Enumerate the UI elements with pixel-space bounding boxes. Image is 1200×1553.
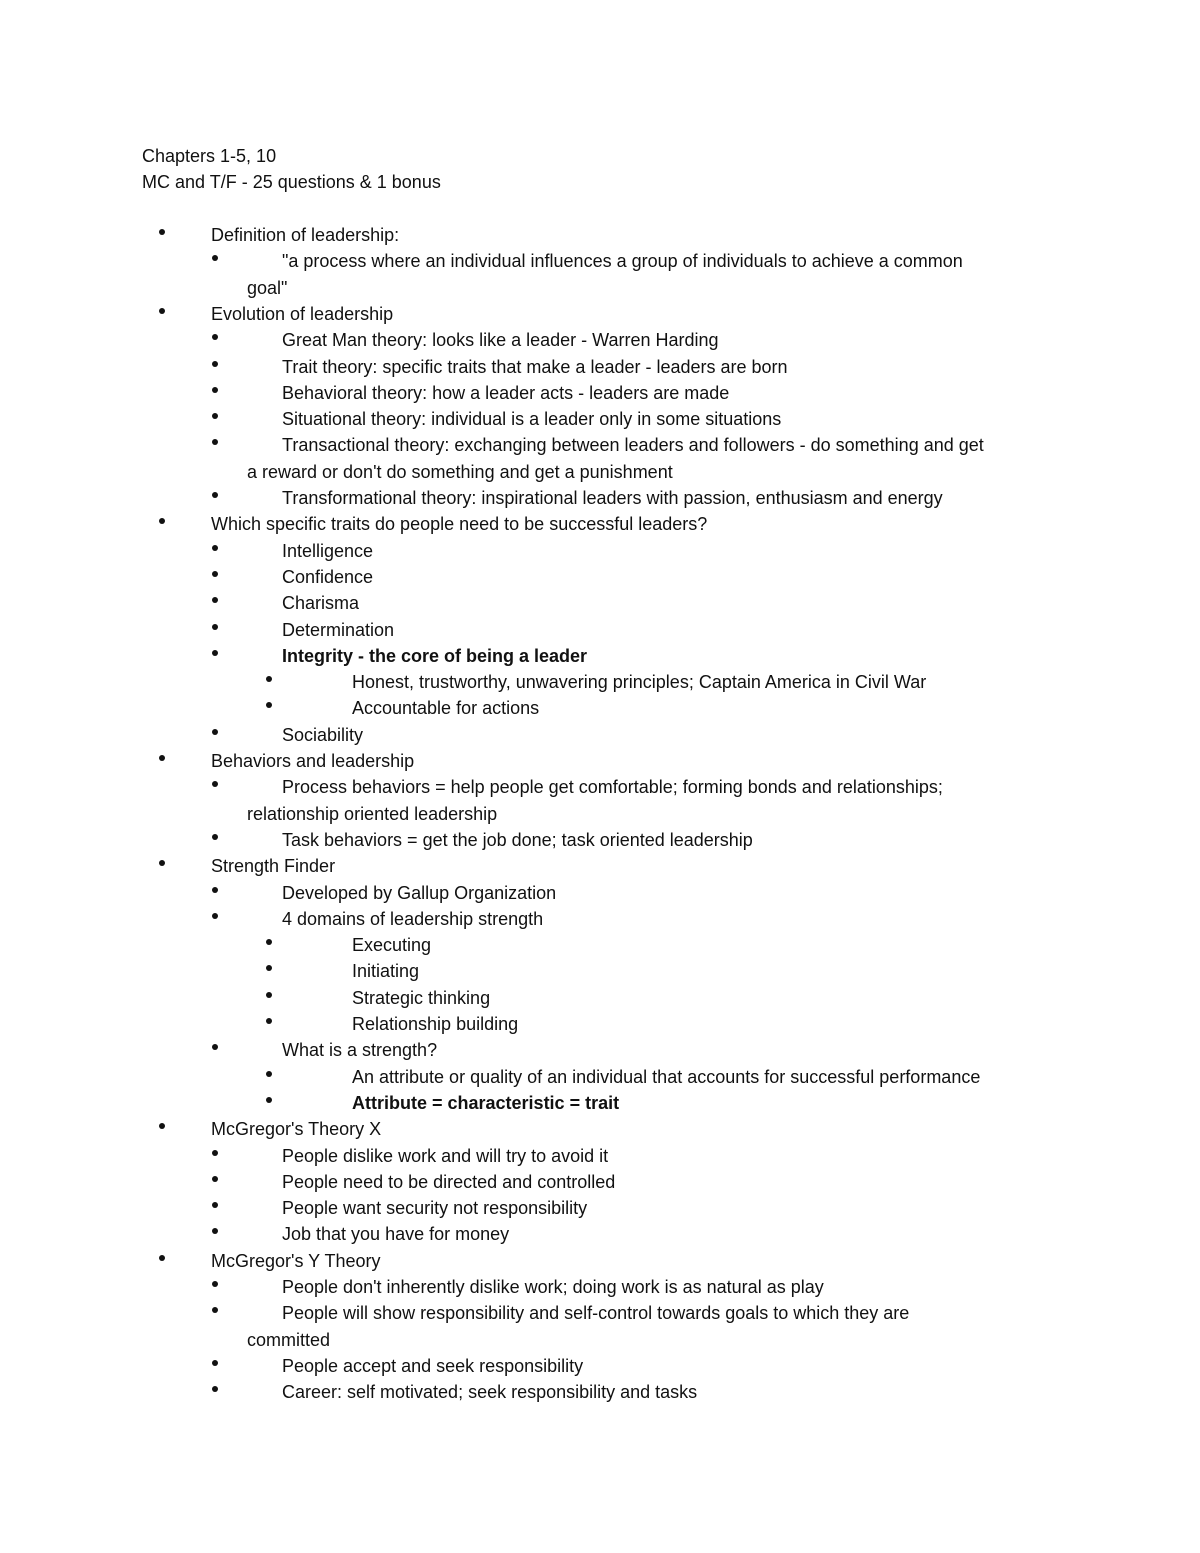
bullet-level-3 bbox=[266, 992, 272, 998]
bullet-level-2 bbox=[212, 1360, 218, 1366]
bullet-level-2 bbox=[212, 492, 218, 498]
list-item-level-2: Transformational theory: inspirational leaders with passion, enthusiasm and energy bbox=[282, 488, 943, 508]
list-item-level-3: Strategic thinking bbox=[352, 987, 491, 1008]
list-item-level-3: Attribute = characteristic = trait bbox=[352, 1092, 620, 1113]
list-item-continuation: a reward or don't do something and get a punishment bbox=[247, 461, 673, 482]
list-item-level-3: Honest, trustworthy, unwavering principles; Captain America in Civil War bbox=[352, 672, 927, 693]
bullet-level-1 bbox=[159, 1123, 165, 1129]
bullet-level-2 bbox=[212, 1307, 218, 1313]
header-chapters: Chapters 1-5, 10 bbox=[142, 146, 277, 166]
bullet-level-1 bbox=[159, 308, 165, 314]
bullet-level-1 bbox=[159, 860, 165, 866]
list-item-level-2: Career: self motivated; seek responsibility and tasks bbox=[282, 1382, 698, 1403]
list-item-level-2: Process behaviors = help people get comfortable; forming bonds and relationships; bbox=[282, 777, 943, 798]
bullet-level-3 bbox=[266, 676, 272, 682]
bullet-level-2 bbox=[212, 545, 218, 551]
list-item-level-2: What is a strength? bbox=[282, 1040, 438, 1061]
bullet-level-2 bbox=[212, 1176, 218, 1182]
bullet-level-2 bbox=[212, 1044, 218, 1050]
list-item-level-2: Transactional theory: exchanging between leaders and followers - do something and get bbox=[282, 435, 984, 456]
bullet-level-2 bbox=[212, 439, 218, 445]
bullet-level-1 bbox=[159, 518, 165, 524]
list-item-level-2: People accept and seek responsibility bbox=[282, 1355, 584, 1376]
list-item-level-1: McGregor's Theory X bbox=[211, 1119, 382, 1140]
list-item-level-1: McGregor's Y Theory bbox=[211, 1250, 381, 1271]
bullet-level-2 bbox=[212, 1202, 218, 1208]
list-item-level-3: Relationship building bbox=[352, 1014, 519, 1034]
list-item-level-3: An attribute or quality of an individual that accounts for successful performance bbox=[352, 1066, 981, 1087]
bullet-level-2 bbox=[212, 887, 218, 893]
bullet-level-2 bbox=[212, 1386, 218, 1392]
bullet-level-1 bbox=[159, 229, 165, 235]
bullet-level-1 bbox=[159, 755, 165, 761]
bullet-level-3 bbox=[266, 1071, 272, 1077]
list-item-level-1: Behaviors and leadership bbox=[211, 751, 415, 771]
bullet-level-2 bbox=[212, 650, 218, 656]
list-item-level-2: People will show responsibility and self-control towards goals to which they are bbox=[282, 1303, 910, 1324]
list-item-level-1: Strength Finder bbox=[211, 856, 336, 877]
bullet-level-2 bbox=[212, 255, 218, 261]
list-item-level-2: Sociability bbox=[282, 724, 364, 745]
list-item-level-2: Intelligence bbox=[282, 540, 374, 561]
list-item-level-2: Charisma bbox=[282, 593, 360, 614]
list-item-level-2: Great Man theory: looks like a leader - Warren Harding bbox=[282, 330, 719, 351]
header-exam-format: MC and T/F - 25 questions & 1 bonus bbox=[142, 172, 441, 192]
bullet-level-3 bbox=[266, 1018, 272, 1024]
list-item-level-2: Trait theory: specific traits that make a leader - leaders are born bbox=[282, 356, 788, 377]
list-item-level-1: Definition of leadership: bbox=[211, 225, 400, 245]
list-item-level-2: Determination bbox=[282, 619, 395, 640]
bullet-level-2 bbox=[212, 361, 218, 367]
list-item-level-2: People need to be directed and controlled bbox=[282, 1171, 616, 1192]
list-item-level-3: Accountable for actions bbox=[352, 698, 540, 719]
list-item-continuation: committed bbox=[247, 1329, 331, 1350]
list-item-level-2: People dislike work and will try to avoid it bbox=[282, 1145, 609, 1166]
list-item-level-1: Evolution of leadership bbox=[211, 303, 394, 324]
bullet-level-2 bbox=[212, 387, 218, 393]
bullet-level-2 bbox=[212, 1281, 218, 1287]
bullet-level-3 bbox=[266, 939, 272, 945]
list-item-level-2: Behavioral theory: how a leader acts - leaders are made bbox=[282, 382, 730, 403]
list-item-level-2: Confidence bbox=[282, 566, 374, 587]
bullet-level-2 bbox=[212, 1228, 218, 1234]
list-item-level-1: Which specific traits do people need to be successful leaders? bbox=[211, 514, 708, 535]
list-item-continuation: goal" bbox=[247, 277, 288, 298]
bullet-level-2 bbox=[212, 413, 218, 419]
list-item-level-3: Executing bbox=[352, 935, 432, 956]
list-item-level-2: People want security not responsibility bbox=[282, 1198, 588, 1219]
list-item-level-2: Situational theory: individual is a leader only in some situations bbox=[282, 409, 782, 430]
bullet-level-2 bbox=[212, 729, 218, 735]
bullet-level-1 bbox=[159, 1255, 165, 1261]
list-item-level-2: Integrity - the core of being a leader bbox=[282, 645, 588, 666]
bullet-level-2 bbox=[212, 597, 218, 603]
bullet-level-2 bbox=[212, 834, 218, 840]
list-item-level-3: Initiating bbox=[352, 961, 420, 982]
bullet-level-2 bbox=[212, 913, 218, 919]
list-item-level-2: People don't inherently dislike work; doing work is as natural as play bbox=[282, 1277, 824, 1297]
list-item-level-2: Developed by Gallup Organization bbox=[282, 882, 557, 903]
list-item-continuation: relationship oriented leadership bbox=[247, 803, 498, 824]
bullet-level-2 bbox=[212, 624, 218, 630]
list-item-level-2: Task behaviors = get the job done; task oriented leadership bbox=[282, 829, 753, 850]
bullet-level-2 bbox=[212, 781, 218, 787]
list-item-level-2: "a process where an individual influences a group of individuals to achieve a common bbox=[282, 251, 963, 272]
bullet-level-3 bbox=[266, 702, 272, 708]
bullet-level-2 bbox=[212, 1150, 218, 1156]
list-item-level-2: 4 domains of leadership strength bbox=[282, 908, 544, 929]
bullet-level-3 bbox=[266, 965, 272, 971]
list-item-level-2: Job that you have for money bbox=[282, 1224, 510, 1245]
bullet-level-2 bbox=[212, 571, 218, 577]
bullet-level-2 bbox=[212, 334, 218, 340]
bullet-level-3 bbox=[266, 1097, 272, 1103]
